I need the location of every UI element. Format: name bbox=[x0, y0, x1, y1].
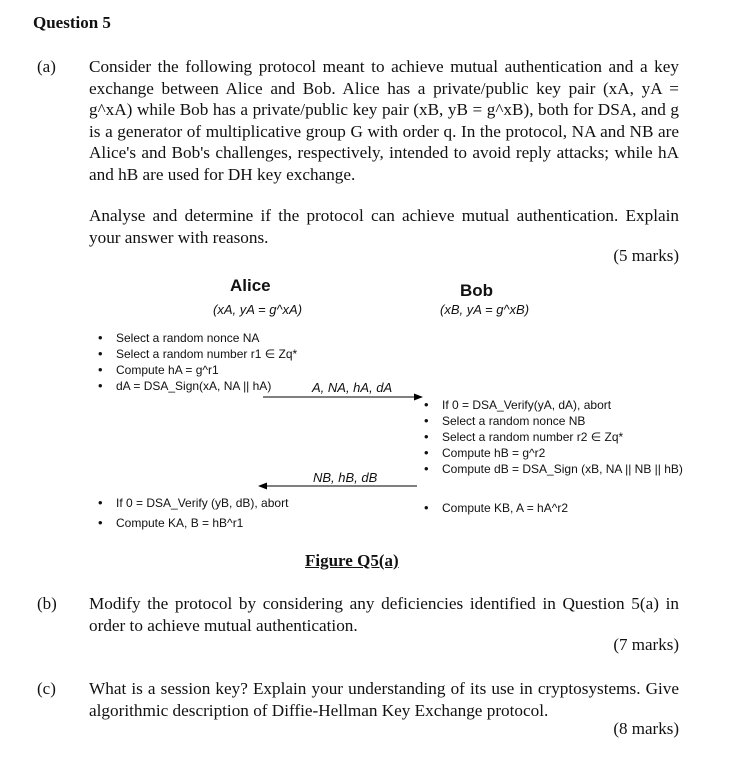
bob-step: • Compute KB, A = hA^r2 bbox=[424, 500, 568, 516]
figure-caption: Figure Q5(a) bbox=[305, 551, 399, 570]
part-a-marks: (5 marks) bbox=[613, 246, 679, 265]
part-c-text: What is a session key? Explain your understanding of its use in cryptosystems. Give algorithmic description of Diffie-Hellman Key Exchange protocol. bbox=[89, 679, 679, 720]
part-a-label: (a) bbox=[37, 57, 56, 76]
message-1-text: A, NA, hA, dA bbox=[312, 380, 393, 395]
alice-step: • dA = DSA_Sign(xA, NA || hA) bbox=[98, 378, 297, 394]
bob-step: • Compute dB = DSA_Sign (xB, NA || NB || hB) bbox=[424, 461, 683, 477]
message-2-text: NB, hB, dB bbox=[313, 470, 378, 485]
alice-step: • If 0 = DSA_Verify (yB, dB), abort bbox=[98, 493, 288, 513]
alice-step: • Compute hA = g^r1 bbox=[98, 362, 297, 378]
part-b-label: (b) bbox=[37, 594, 57, 613]
alice-step: • Compute KA, B = hB^r1 bbox=[98, 513, 288, 533]
part-c-marks: (8 marks) bbox=[613, 719, 679, 738]
bob-step: • Select a random number r2 ∈ Zq* bbox=[424, 429, 683, 445]
question-title: Question 5 bbox=[33, 13, 111, 32]
bob-step: • If 0 = DSA_Verify(yA, dA), abort bbox=[424, 397, 683, 413]
arrowhead-left bbox=[258, 483, 267, 490]
bob-step: • Select a random nonce NB bbox=[424, 413, 683, 429]
part-a-task: Analyse and determine if the protocol can achieve mutual authentication. Explain your answer with reasons. bbox=[89, 206, 679, 247]
bob-keys-text: (xB, yA = g^xB) bbox=[440, 302, 530, 317]
bob-heading: Bob bbox=[460, 281, 494, 300]
part-a-intro-text: Consider the following protocol meant to achieve mutual authentication and a key exchange between Alice and Bob. Alice has a private/public key pair (xA, yA = g^xA) while Bob has a private/public key pair (xB, yB = g^xB), both for DSA, and g is a generator of multiplicative group G with order q. In the protocol, NA and NB are Alice's and Bob's challenges, respectively, intended to avoid reply attacks; while hA and hB are used for DH key exchange. bbox=[89, 57, 679, 184]
arrowhead-right bbox=[414, 394, 423, 401]
part-b-marks: (7 marks) bbox=[613, 635, 679, 654]
part-c-label: (c) bbox=[37, 679, 56, 698]
bob-step: • Compute hB = g^r2 bbox=[424, 445, 683, 461]
alice-step: • Select a random nonce NA bbox=[98, 330, 297, 346]
alice-keys-text: (xA, yA = g^xA) bbox=[213, 302, 303, 317]
alice-heading: Alice bbox=[230, 276, 271, 295]
alice-step: • Select a random number r1 ∈ Zq* bbox=[98, 346, 297, 362]
part-b-text: Modify the protocol by considering any deficiencies identified in Question 5(a) in order to achieve mutual authentication. bbox=[89, 594, 679, 635]
